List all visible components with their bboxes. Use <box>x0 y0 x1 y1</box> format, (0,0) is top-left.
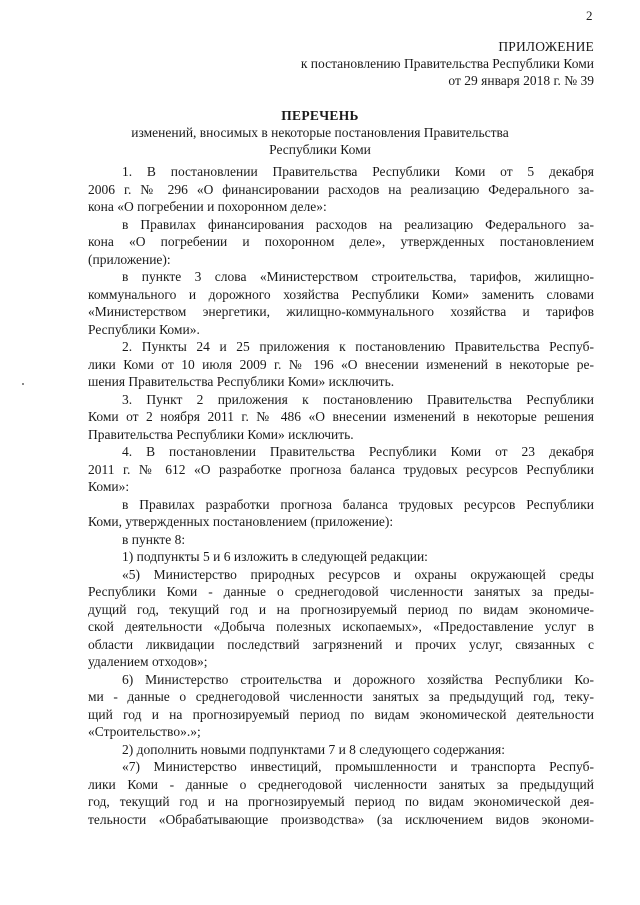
document-heading <box>0 107 640 158</box>
heading-title: ПЕРЕЧЕНЬ <box>281 108 359 123</box>
paragraph-line: тельности «Обрабатывающие производства» (за исключением видов экономи- <box>88 811 594 827</box>
paragraph-line: (приложение): <box>88 251 171 267</box>
paragraph-line: 2011 г. № 612 «О разработке прогноза баланса трудовых ресурсов Республики <box>88 461 594 477</box>
paragraph-line: 1) подпункты 5 и 6 изложить в следующей редакции: <box>122 549 428 564</box>
paragraph-line: коммунального и дорожного хозяйства Республики Коми» заменить словами <box>88 286 594 302</box>
paragraph-line: 2. Пункты 24 и 25 приложения к постановлению Правительства Респуб- <box>122 339 594 354</box>
paragraph-line: «7) Министерство инвестиций, промышленности и транспорта Респуб- <box>122 759 594 774</box>
paragraph-line: ми - данные о среднегодовой численности занятых за предыдущий год, теку- <box>88 689 594 704</box>
paragraph-line: лики Коми от 10 июля 2009 г. № 196 «О внесении изменений в некоторые ре- <box>88 356 594 372</box>
paragraph-line: Правительства Республики Коми» исключить. <box>88 426 354 442</box>
paragraph-line: 3. Пункт 2 приложения к постановлению Правительства Республики <box>122 391 594 407</box>
paragraph-line: 2006 г. № 296 «О финансировании расходов на реализацию Федерального за- <box>88 181 594 197</box>
paragraph-line: ской деятельности «Добыча полезных ископаемых», «Предоставление услуг в <box>88 619 594 634</box>
paragraph-line: в Правилах финансирования расходов на реализацию Федерального за- <box>122 216 594 232</box>
document-body <box>88 163 594 828</box>
paragraph-line: в Правилах разработки прогноза баланса трудовых ресурсов Республики <box>122 496 594 512</box>
paragraph-line: щий год и на прогнозируемый период по видам экономической деятельности <box>88 706 594 722</box>
paragraph-line: кона «О погребении и похоронном деле», утвержденных постановлением <box>88 234 594 249</box>
paragraph-line: в пункте 8: <box>122 531 186 547</box>
paragraph-line: Республики Коми». <box>88 321 200 337</box>
paragraph-line: в пункте 3 слова «Министерством строительства, тарифов, жилищно- <box>122 269 594 284</box>
page-number: 2 <box>586 8 593 23</box>
paragraph-line: дущий год, текущий год и на прогнозируемый период по видам экономиче- <box>88 601 594 617</box>
paragraph-line: Коми»: <box>88 479 130 494</box>
appendix-title: ПРИЛОЖЕНИЕ <box>498 39 594 54</box>
paragraph-line: «5) Министерство природных ресурсов и охраны окружающей среды <box>122 566 594 582</box>
paragraph-line: Республики Коми - данные о среднегодовой численности занятых за преды- <box>88 584 594 599</box>
paragraph-line: Коми от 2 ноября 2011 г. № 486 «О внесении изменений в некоторые решения <box>88 409 594 424</box>
paragraph-line: удалением отходов»; <box>88 654 208 669</box>
heading-line: изменений, вносимых в некоторые постановления Правительства <box>131 125 509 140</box>
heading-line: Республики Коми <box>269 142 371 157</box>
paragraph-line: 6) Министерство строительства и дорожного хозяйства Республики Ко- <box>122 671 594 687</box>
scan-speck <box>22 383 24 385</box>
paragraph-line: шения Правительства Республики Коми» исключить. <box>88 374 395 389</box>
appendix-line: к постановлению Правительства Республики Коми <box>300 56 594 71</box>
paragraph-line: 4. В постановлении Правительства Республики Коми от 23 декабря <box>122 444 594 459</box>
paragraph-line: 2) дополнить новыми подпунктами 7 и 8 следующего содержания: <box>122 741 505 757</box>
paragraph-line: Коми, утвержденных постановлением (приложение): <box>88 514 394 529</box>
appendix-line: от 29 января 2018 г. № 39 <box>448 73 594 88</box>
paragraph-line: год, текущий год и на прогнозируемый период по видам экономической дея- <box>88 794 594 809</box>
paragraph-line: кона «О погребении и похоронном деле»: <box>88 199 327 214</box>
paragraph-line: 1. В постановлении Правительства Республики Коми от 5 декабря <box>122 164 594 179</box>
paragraph-line: области ликвидации последствий загрязнений и прочих услуг, связанных с <box>88 636 594 652</box>
paragraph-line: «Министерством энергетики, жилищно-коммунального хозяйства и тарифов <box>88 304 594 319</box>
paragraph-line: лики Коми - данные о среднегодовой численности занятых за предыдущий <box>88 776 594 792</box>
appendix-block <box>301 38 594 89</box>
paragraph-line: «Строительство».»; <box>88 724 201 739</box>
